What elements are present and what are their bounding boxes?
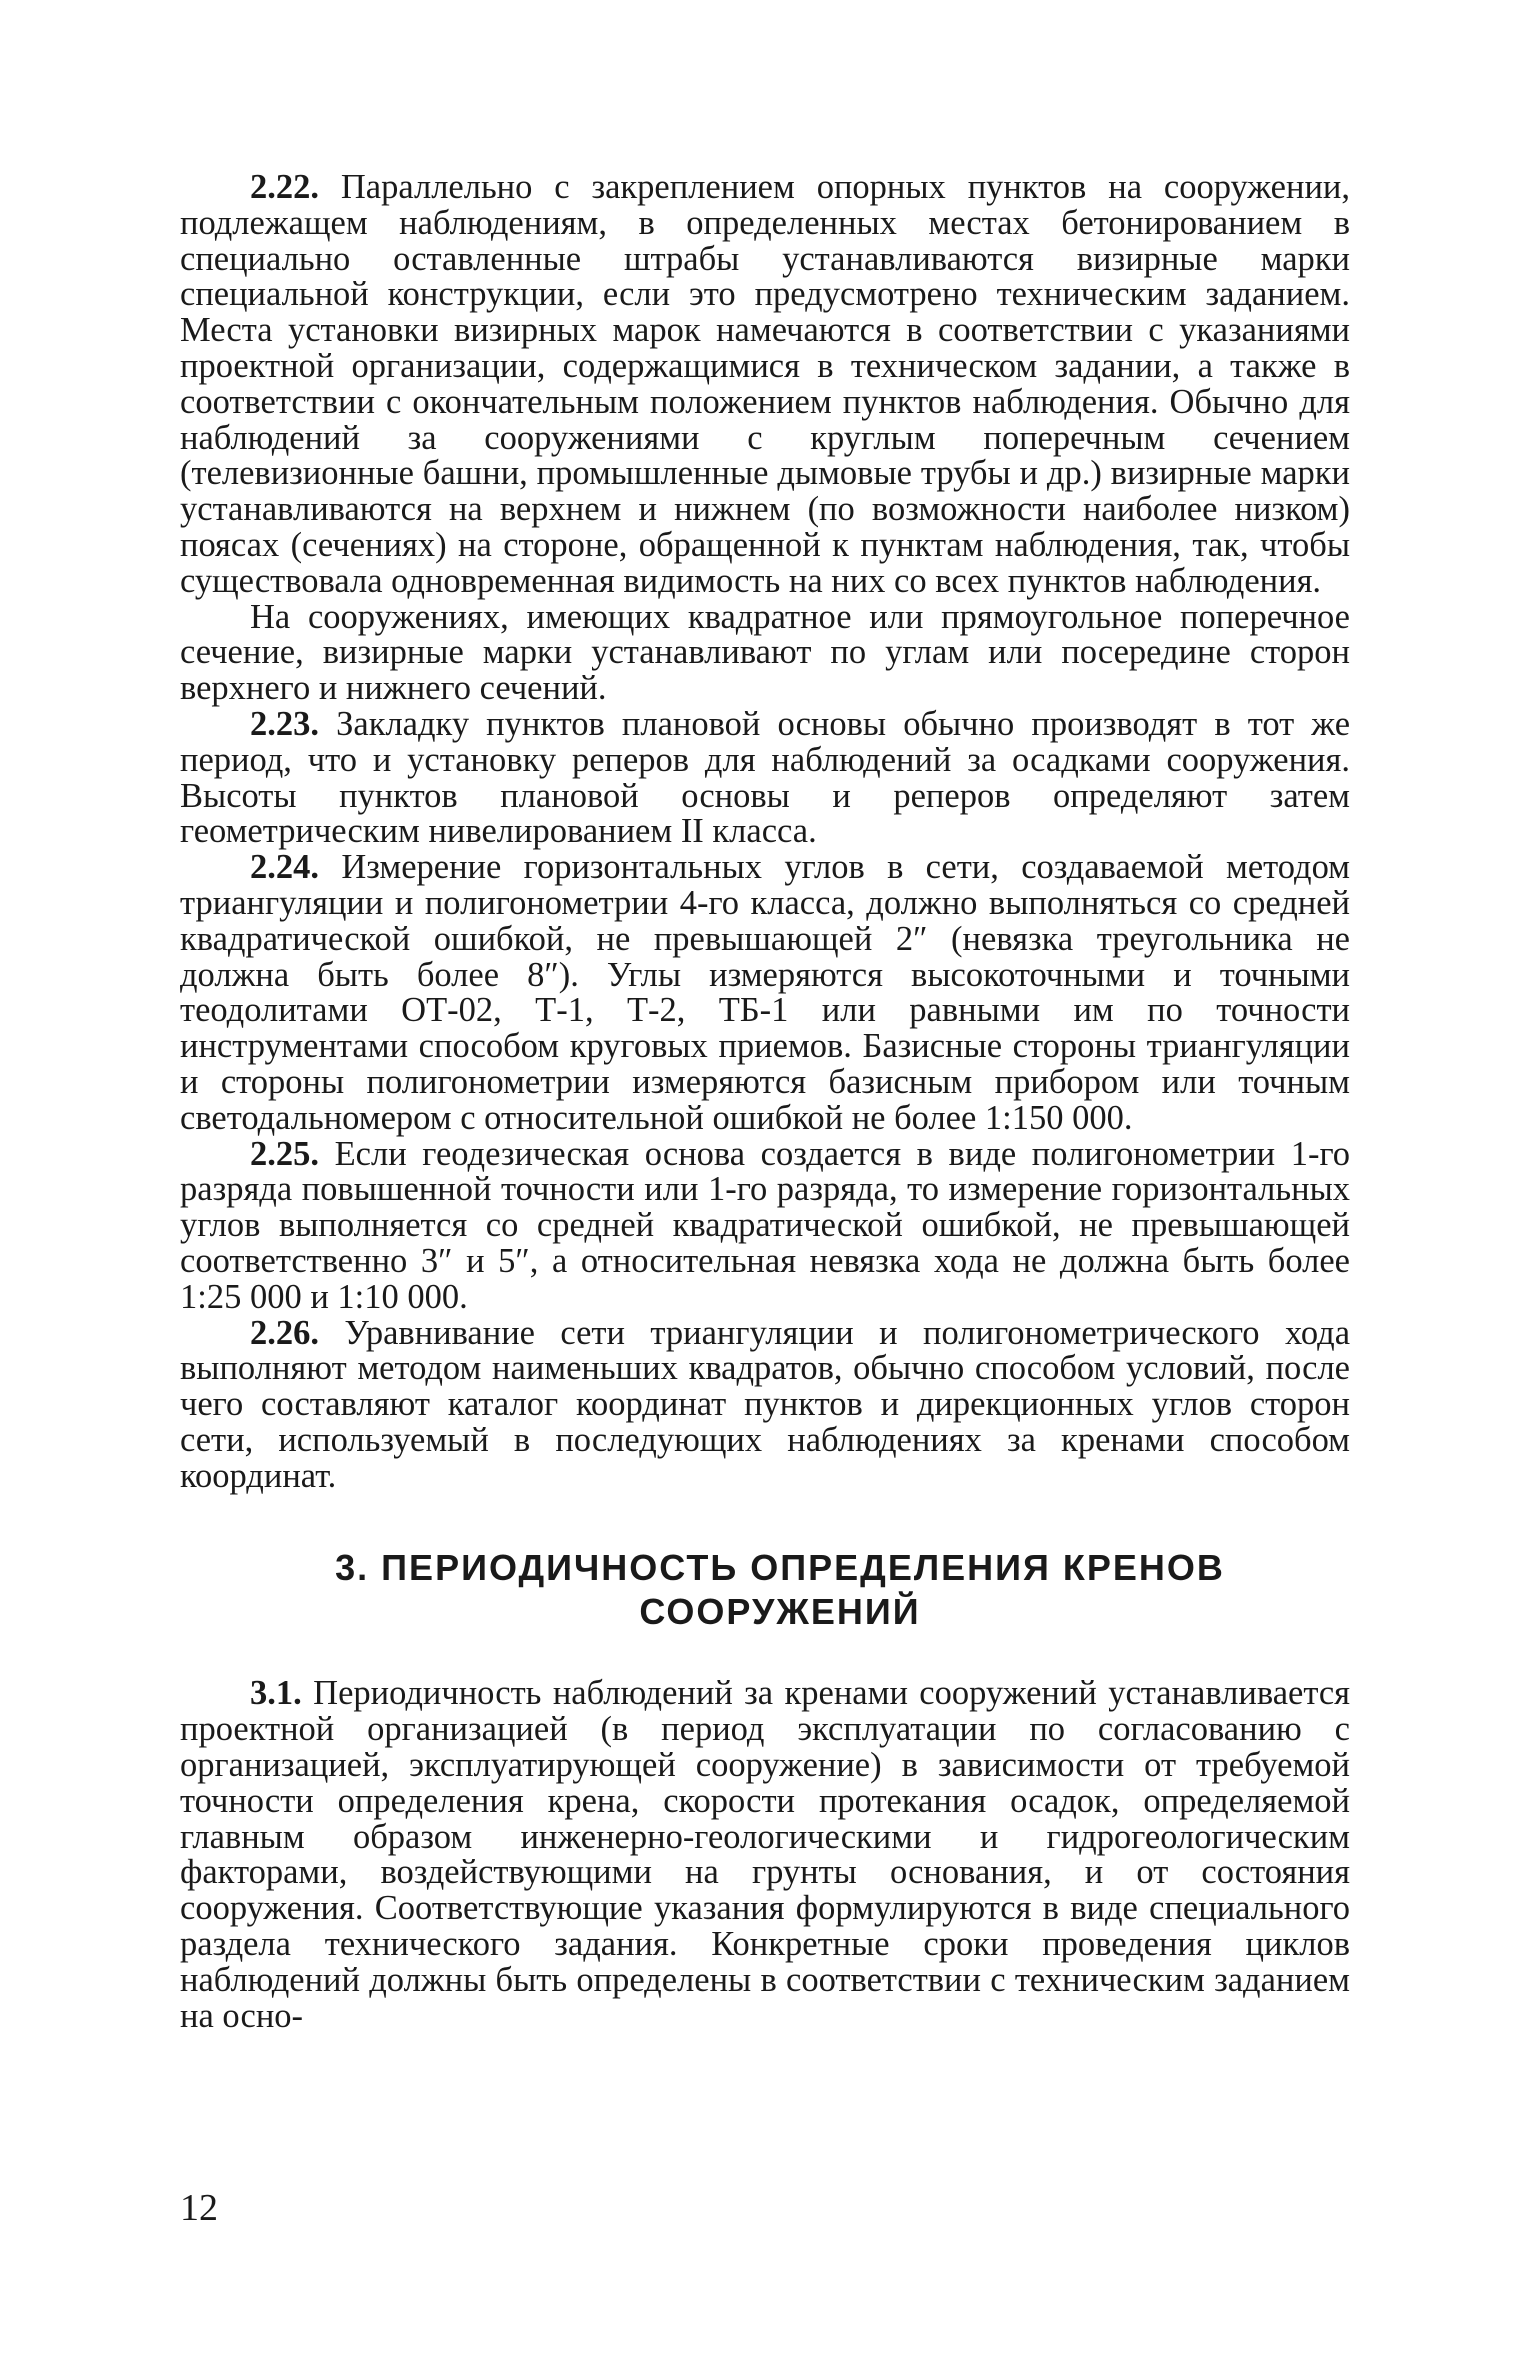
paragraph-text: Параллельно с закреплением опорных пунктов на сооружении, подлежащем наблюдениям, в определенных местах бетонированием в специально оставленные штрабы устанавливаются визирные марки специальной конструкции, если это предусмотрено техническим заданием. Места установки визирных марок намечаются в соответствии с указаниями проектной организации, содержащимися в техническом задании, а также в соответствии с окончательным положением пунктов наблюдения. Обычно для наблюдений за сооружениями с круглым поперечным сечением (телевизионные башни, промышленные дымовые трубы и др.) визирные марки устанавливаются на верхнем и нижнем (по возможности наиболее низком) поясах (сечениях) на стороне, обращенной к пунктам наблюдения, так, чтобы существовала одновременная видимость на них со всех пунктов наблюдения.	[180, 168, 1351, 600]
paragraph-text: Закладку пунктов плановой основы обычно производят в тот же период, что и установку реперов для наблюдений за осадками сооружения. Высоты пунктов плановой основы и реперов определяют затем геометрическим нивелированием II класса.	[180, 704, 1351, 851]
paragraph-text: На сооружениях, имеющих квадратное или прямоугольное поперечное сечение, визирные марки устанавливают по углам или посередине сторон верхнего и нижнего сечений.	[180, 597, 1350, 708]
section-heading-line2: СООРУЖЕНИЙ	[639, 1591, 921, 1633]
clause-number: 2.26.	[250, 1313, 319, 1352]
paragraph-text: Уравнивание сети триангуляции и полигонометрического хода выполняют методом наименьших квадратов, обычно способом условий, после чего составляют каталог координат пунктов и дирекционных углов сторон сети, используемый в последующих наблюдениях за кренами способом координат.	[180, 1313, 1351, 1495]
paragraph-2-25	[180, 1134, 1351, 1316]
clause-number: 2.22.	[250, 168, 319, 206]
paragraph-3-1	[180, 1676, 1350, 2034]
paragraph-text: Измерение горизонтальных углов в сети, создаваемой методом триангуляции и полигонометрии 4-го класса, должно выполняться со средней квадратической ошибкой, не превышающей 2″ (невязка треугольника не должна быть более 8″). Углы измеряются высокоточными и точными теодолитами ОТ-02, Т-1, Т-2, ТБ-1 или равными им по точности инструментами способом круговых приемов. Базисные стороны триангуляции и стороны полигонометрии измеряются базисным прибором или точным светодальномером с относительной ошибкой не более 1:150 000.	[180, 848, 1350, 1137]
paragraph-text: Если геодезическая основа создается в виде полигонометрии 1-го разряда повышенной точности или 1-го разряда, то измерение горизонтальных углов выполняется со средней квадратической ошибкой, не превышающей соответственно 3″ и 5″, а относительная невязка хода не должна быть более 1:25 000 и 1:10 000.	[180, 1134, 1351, 1316]
page-number: 12	[180, 2187, 218, 2229]
section-heading-line1: 3. ПЕРИОДИЧНОСТЬ ОПРЕДЕЛЕНИЯ КРЕНОВ	[335, 1547, 1225, 1589]
clause-number: 2.25.	[250, 1134, 319, 1173]
paragraph-2-23	[180, 704, 1351, 851]
paragraph-2-24	[180, 850, 1350, 1136]
section-heading	[180, 1546, 1350, 1634]
clause-number: 3.1.	[250, 1674, 302, 1713]
paragraph-text: Периодичность наблюдений за кренами сооружений устанавливается проектной организацией (в период эксплуатации по согласованию с организацией, эксплуатирующей сооружение) в зависимости от требуемой точности определения крена, скорости протекания осадок, определяемой главным образом инженерно-геологическими и гидрогеологическим факторами, воздействующими на грунты основания, и от состояния сооружения. Соответствующие указания формулируются в виде специального раздела технического задания. Конкретные сроки проведения циклов наблюдений должны быть определены в соответствии с техническим заданием на осно-	[180, 1674, 1350, 2035]
clause-number: 2.24.	[250, 848, 319, 887]
paragraph-2-22	[180, 170, 1350, 600]
paragraph-2-26	[180, 1313, 1351, 1495]
paragraph-2-22-continued	[180, 597, 1350, 708]
page-body	[180, 170, 1350, 2034]
clause-number: 2.23.	[250, 704, 319, 743]
